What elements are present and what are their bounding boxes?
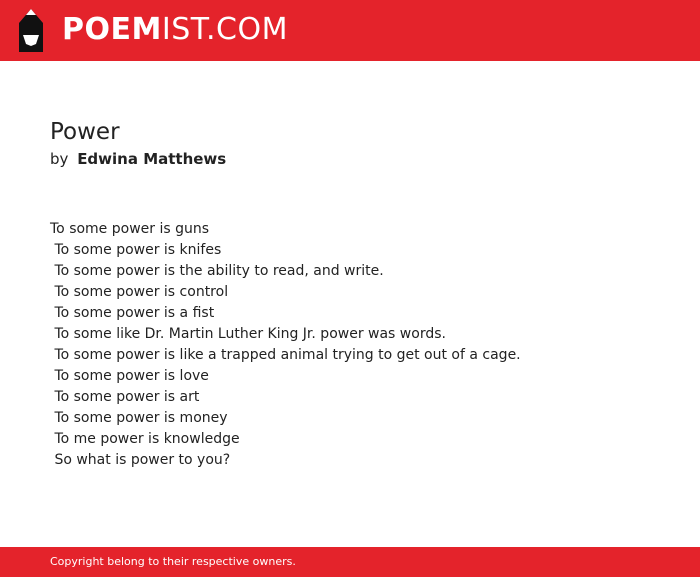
author-name[interactable]: Edwina Matthews bbox=[77, 150, 227, 168]
poem-line: To some power is like a trapped animal trying to get out of a cage. bbox=[50, 347, 521, 363]
by-label: by bbox=[50, 150, 69, 168]
poem-line: To some power is control bbox=[50, 284, 229, 300]
site-header bbox=[0, 0, 700, 61]
pencil-icon[interactable] bbox=[18, 9, 44, 52]
poem-line: To some power is money bbox=[50, 410, 228, 426]
site-footer bbox=[0, 547, 700, 577]
poem-line: To some power is a fist bbox=[50, 305, 215, 321]
poem-line: To some power is the ability to read, and write. bbox=[50, 263, 384, 279]
site-logo[interactable] bbox=[62, 12, 288, 48]
poem-title: Power bbox=[50, 119, 120, 145]
poem-body bbox=[50, 219, 521, 471]
poem-line: So what is power to you? bbox=[50, 452, 231, 468]
logo-bold-text: POEM bbox=[62, 12, 162, 47]
poem-line: To some like Dr. Martin Luther King Jr. power was words. bbox=[50, 326, 446, 342]
logo-light-text: IST.COM bbox=[161, 12, 288, 47]
byline bbox=[50, 149, 226, 169]
poem-line: To some power is guns bbox=[50, 221, 210, 237]
poem-line: To some power is knifes bbox=[50, 242, 222, 258]
copyright-text: Copyright belong to their respective owners. bbox=[50, 555, 296, 568]
poem-line: To some power is art bbox=[50, 389, 200, 405]
poem-line: To some power is love bbox=[50, 368, 209, 384]
poem-line: To me power is knowledge bbox=[50, 431, 240, 447]
